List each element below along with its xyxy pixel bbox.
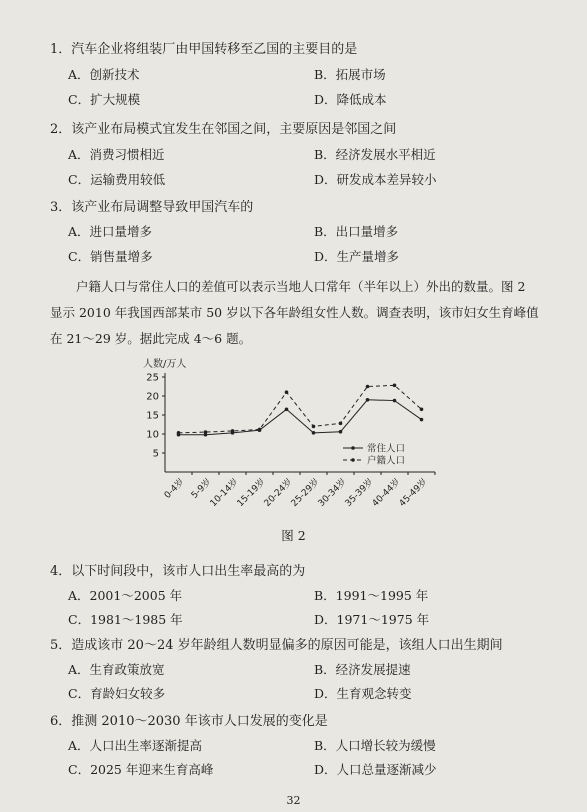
q1-option-b: B．拓展市场	[314, 67, 386, 82]
x-tick-label: 45-49岁	[397, 477, 430, 509]
data-point	[339, 430, 343, 434]
data-point	[312, 431, 316, 435]
q5-option-d: D．生育观念转变	[314, 686, 412, 701]
q4-option-a: A．2001～2005 年	[68, 588, 183, 603]
y-tick-label: 25	[146, 372, 159, 384]
data-point	[366, 398, 370, 402]
y-tick-label: 20	[146, 391, 159, 403]
q2-option-a: A．消费习惯相近	[68, 147, 165, 162]
data-point	[285, 390, 289, 394]
q3-option-a: A．进口量增多	[68, 224, 153, 239]
question-2-stem: 2．该产业布局模式宜发生在邻国之间，主要原因是邻国之间	[50, 122, 397, 137]
q5-option-a: A．生育政策放宽	[68, 662, 165, 677]
population-chart	[130, 352, 450, 522]
q1-option-a: A．创新技术	[68, 67, 140, 82]
intro-line-2: 显示 2010 年我国西部某市 50 岁以下各年龄组女性人数。调查表明，该市妇女生育峰值	[50, 305, 539, 320]
q6-option-b: B．人口增长较为缓慢	[314, 738, 436, 753]
legend-label: 户籍人口	[367, 455, 406, 467]
question-6-stem: 6．推测 2010～2030 年该市人口发展的变化是	[50, 714, 328, 729]
figure-caption: 图 2	[281, 528, 306, 543]
series-line-1	[179, 400, 422, 435]
x-tick-label: 15-19岁	[235, 477, 268, 509]
q1-option-c: C．扩大规模	[68, 92, 141, 107]
x-tick-label: 40-44岁	[370, 477, 403, 509]
q4-option-c: C．1981～1985 年	[68, 612, 183, 627]
y-axis-label: 人数/万人	[143, 359, 187, 370]
question-1-stem: 1．汽车企业将组装厂由甲国转移至乙国的主要目的是	[50, 42, 358, 57]
q2-option-d: D．研发成本差异较小	[314, 172, 437, 187]
y-tick-label: 15	[146, 410, 159, 422]
data-point	[366, 385, 370, 389]
q6-option-c: C．2025 年迎来生育高峰	[68, 762, 214, 777]
intro-paragraph	[50, 274, 555, 352]
series-line-2	[179, 385, 422, 433]
x-tick-label: 0-4岁	[162, 477, 187, 501]
page-number: 32	[286, 794, 301, 807]
y-tick-label: 10	[146, 429, 159, 441]
q4-option-d: D．1971～1975 年	[314, 612, 430, 627]
data-point	[231, 429, 235, 433]
data-point	[258, 428, 262, 432]
q6-option-d: D．人口总量逐渐减少	[314, 762, 437, 777]
x-tick-label: 35-39岁	[343, 477, 376, 509]
data-point	[420, 408, 424, 412]
y-tick-label: 5	[152, 448, 159, 460]
q5-option-b: B．经济发展提速	[314, 662, 411, 677]
x-tick-label: 5-9岁	[189, 477, 214, 501]
q5-option-c: C．育龄妇女较多	[68, 686, 166, 701]
question-3-stem: 3．该产业布局调整导致甲国汽车的	[50, 200, 254, 215]
data-point	[285, 408, 289, 412]
question-4-stem: 4．以下时间段中，该市人口出生率最高的为	[50, 564, 306, 579]
data-point	[312, 425, 316, 429]
q3-option-d: D．生产量增多	[314, 249, 400, 264]
legend-marker	[351, 446, 355, 450]
data-point	[420, 418, 424, 422]
x-tick-label: 20-24岁	[262, 477, 295, 509]
data-point	[204, 430, 208, 434]
x-tick-label: 25-29岁	[289, 477, 322, 509]
q6-option-a: A．人口出生率逐渐提高	[68, 738, 203, 753]
q4-option-b: B．1991～1995 年	[314, 588, 429, 603]
x-tick-label: 30-34岁	[316, 477, 349, 509]
intro-line-1: 户籍人口与常住人口的差值可以表示当地人口常年（半年以上）外出的数量。图 2	[76, 279, 526, 294]
data-point	[177, 431, 181, 435]
legend-marker	[351, 458, 355, 462]
q1-option-d: D．降低成本	[314, 92, 387, 107]
q3-option-b: B．出口量增多	[314, 224, 399, 239]
question-5-stem: 5．造成该市 20～24 岁年龄组人数明显偏多的原因可能是，该组人口出生期间	[50, 638, 503, 653]
q3-option-c: C．销售量增多	[68, 249, 153, 264]
data-point	[393, 384, 397, 388]
intro-line-3: 在 21～29 岁。据此完成 4～6 题。	[50, 331, 252, 346]
data-point	[339, 422, 343, 426]
q2-option-b: B．经济发展水平相近	[314, 147, 436, 162]
q2-option-c: C．运输费用较低	[68, 172, 166, 187]
legend-label: 常住人口	[367, 443, 406, 455]
x-tick-label: 10-14岁	[208, 477, 241, 509]
data-point	[393, 399, 397, 403]
